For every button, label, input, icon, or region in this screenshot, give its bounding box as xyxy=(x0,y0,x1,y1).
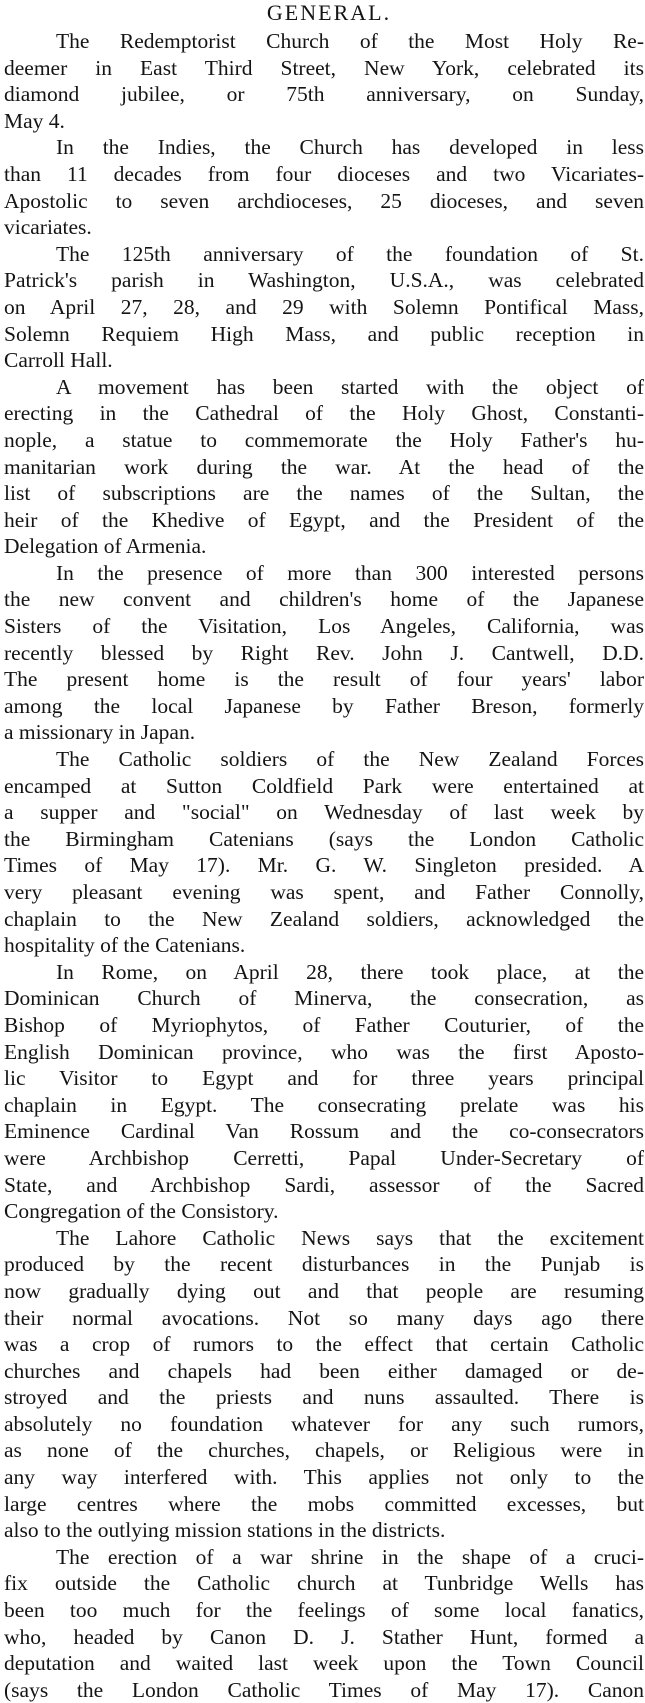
text-line: In the presence of more than 300 interested persons xyxy=(56,560,644,585)
text-line: vicariates. xyxy=(4,215,92,240)
text-line: the Birmingham Catenians (says the London Catholic xyxy=(4,826,644,851)
text-line: Bishop of Myriophytos, of Father Couturier, of the xyxy=(4,1012,644,1037)
text-line: A movement has been started with the object of xyxy=(56,374,644,399)
text-line: chaplain in Egypt. The consecrating prelate was his xyxy=(4,1092,644,1117)
paragraph xyxy=(4,959,644,1225)
text-line: nople, a statue to commemorate the Holy Father's hu- xyxy=(4,427,644,452)
text-line: erecting in the Cathedral of the Holy Ghost, Constanti- xyxy=(4,401,644,426)
text-line: Times of May 17). Mr. G. W. Singleton presided. A xyxy=(4,853,644,878)
text-line: Solemn Requiem High Mass, and public reception in xyxy=(4,321,644,346)
text-line: a supper and "social" on Wednesday of last week by xyxy=(4,800,644,825)
text-line: In the Indies, the Church has developed in less xyxy=(56,135,644,160)
text-line: The erection of a war shrine in the shape of a cruci- xyxy=(56,1544,644,1569)
text-line: was a crop of rumors to the effect that certain Catholic xyxy=(4,1332,644,1357)
text-line: were Archbishop Cerretti, Papal Under-Secretary of xyxy=(4,1145,644,1170)
paragraph xyxy=(4,1544,644,1703)
paragraph xyxy=(4,28,644,134)
text-line: Carroll Hall. xyxy=(4,348,113,373)
text-line: a missionary in Japan. xyxy=(4,720,196,745)
text-line: also to the outlying mission stations in the districts. xyxy=(4,1518,446,1543)
text-line: now gradually dying out and that people are resuming xyxy=(4,1278,644,1303)
text-line: who, headed by Canon D. J. Stather Hunt, formed a xyxy=(4,1624,644,1649)
text-line: recently blessed by Right Rev. John J. Cantwell, D.D. xyxy=(4,640,644,665)
paragraph xyxy=(4,1225,644,1544)
text-line: encamped at Sutton Coldfield Park were entertained at xyxy=(4,773,644,798)
text-line: (says the London Catholic Times of May 17). Canon xyxy=(4,1677,644,1702)
text-line: manitarian work during the war. At the head of the xyxy=(4,454,644,479)
text-line: lic Visitor to Egypt and for three years principal xyxy=(4,1066,644,1091)
text-line: very pleasant evening was spent, and Father Connolly, xyxy=(4,880,644,904)
text-line: among the local Japanese by Father Breson, formerly xyxy=(4,693,644,718)
text-line: Patrick's parish in Washington, U.S.A., was celebrated xyxy=(4,268,644,293)
text-line: on April 27, 28, and 29 with Solemn Pontifical Mass, xyxy=(4,294,644,319)
text-line: diamond jubilee, or 75th anniversary, on Sunday, xyxy=(4,82,644,107)
text-line: as none of the churches, chapels, or Religious were in xyxy=(4,1438,644,1463)
text-line: than 11 decades from four dioceses and two Vicariates- xyxy=(4,161,644,186)
text-line: English Dominican province, who was the first Aposto- xyxy=(4,1039,644,1064)
text-line: been too much for the feelings of some local fanatics, xyxy=(4,1598,644,1623)
text-line: The Redemptorist Church of the Most Holy Re- xyxy=(56,29,644,53)
text-line: any way interfered with. This applies not only to the xyxy=(4,1465,644,1490)
text-line: the new convent and children's home of the Japanese xyxy=(4,587,644,612)
text-line: Eminence Cardinal Van Rossum and the co-consecrators xyxy=(4,1119,644,1144)
text-line: their normal avocations. Not so many days ago there xyxy=(4,1305,644,1330)
paragraph xyxy=(4,134,644,240)
paragraph xyxy=(4,560,644,746)
section-heading: GENERAL. xyxy=(266,0,392,25)
paragraph xyxy=(4,241,644,374)
text-line: fix outside the Catholic church at Tunbridge Wells has xyxy=(4,1571,644,1596)
text-line: In Rome, on April 28, there took place, at the xyxy=(56,959,644,984)
text-line: absolutely no foundation whatever for any such rumors, xyxy=(4,1411,644,1436)
text-line: Apostolic to seven archdioceses, 25 dioceses, and seven xyxy=(4,188,644,213)
text-line: large centres where the mobs committed excesses, but xyxy=(4,1491,644,1516)
text-line: list of subscriptions are the names of the Sultan, the xyxy=(4,481,644,506)
text-line: produced by the recent disturbances in the Punjab is xyxy=(4,1252,644,1277)
text-line: The Lahore Catholic News says that the excitement xyxy=(56,1225,644,1250)
text-line: The present home is the result of four years' labor xyxy=(4,667,644,692)
text-line: May 4. xyxy=(4,108,65,133)
text-line: Delegation of Armenia. xyxy=(4,534,207,559)
text-line: The Catholic soldiers of the New Zealand Forces xyxy=(56,747,644,772)
paragraph xyxy=(4,746,644,959)
text-line: Congregation of the Consistory. xyxy=(4,1199,279,1224)
text-line: The 125th anniversary of the foundation of St. xyxy=(56,241,644,266)
text-line: deemer in East Third Street, New York, celebrated its xyxy=(4,55,644,80)
article xyxy=(4,0,644,1703)
paragraph xyxy=(4,374,644,560)
article-body xyxy=(4,28,644,1703)
text-line: Sisters of the Visitation, Los Angeles, California, was xyxy=(4,614,644,639)
text-line: deputation and waited last week upon the Town Council xyxy=(4,1651,644,1676)
text-line: hospitality of the Catenians. xyxy=(4,933,246,958)
text-line: State, and Archbishop Sardi, assessor of the Sacred xyxy=(4,1172,644,1197)
text-line: churches and chapels had been either damaged or de- xyxy=(4,1358,644,1383)
text-line: Dominican Church of Minerva, the consecration, as xyxy=(4,986,644,1011)
text-line: chaplain to the New Zealand soldiers, acknowledged the xyxy=(4,906,644,931)
text-line: heir of the Khedive of Egypt, and the President of the xyxy=(4,507,644,532)
text-line: stroyed and the priests and nuns assaulted. There is xyxy=(4,1385,644,1410)
